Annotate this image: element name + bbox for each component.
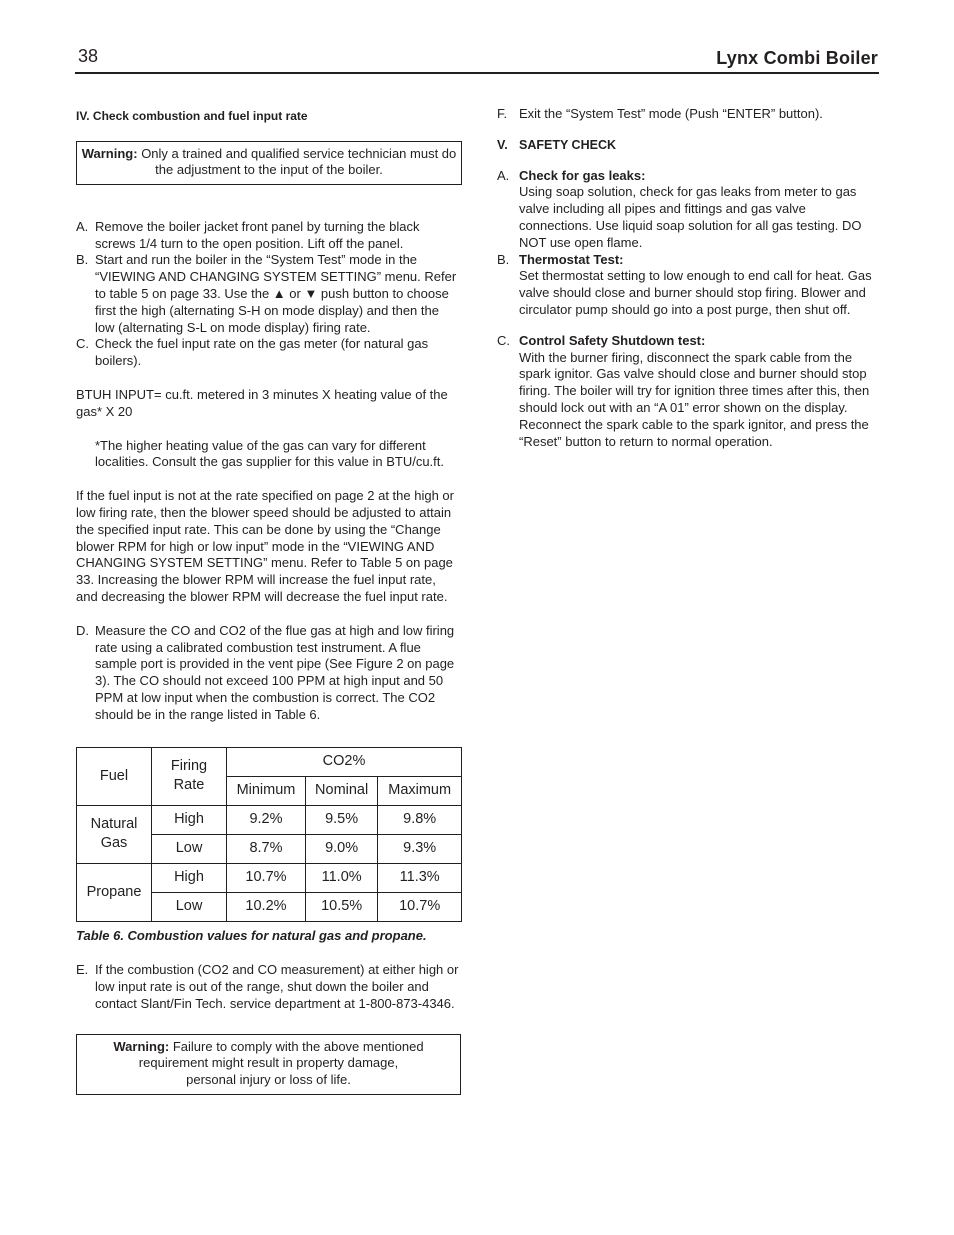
list-letter: C. — [76, 336, 89, 352]
header-firing-rate: Firing Rate — [152, 747, 227, 805]
cell-min: 8.7% — [227, 834, 306, 863]
cell-max: 9.3% — [378, 834, 462, 863]
list-letter: A. — [76, 218, 89, 234]
list-letter: B. — [497, 251, 510, 267]
right-column — [497, 106, 879, 450]
btuh-formula: BTUH INPUT= cu.ft. metered in 3 minutes X heating value of the gas* X 20 — [76, 386, 448, 419]
item-text: With the burner firing, disconnect the spark cable from the spark ignitor. Gas valve should close and burner should stop firing. The boiler will try for ignition three times after this, then should lock out with an “A 01” error shown on the display. Reconnect the spark cable to the spark ignitor, and press the “Reset” button to return to normal operation. — [519, 349, 870, 449]
left-column — [76, 108, 460, 1095]
cell-nom: 9.0% — [305, 834, 377, 863]
cell-nom: 10.5% — [305, 892, 377, 921]
header-co2: CO2% — [227, 747, 462, 776]
list-item-d — [76, 623, 460, 724]
warning-box-top — [76, 141, 462, 185]
list-letter: C. — [497, 332, 510, 348]
fuel-input-paragraph: If the fuel input is not at the rate specified on page 2 at the high or low firing rate, then the blower speed should be adjusted to attain the specified input rate. This can be done by using the “Change blower RPM for high or low input” mode in the “VIEWING AND CHANGING SYSTEM SETTING” menu. Refer to Table 5 on page 33. Increasing the blower RPM will increase the fuel input rate, and decreasing the blower RPM will decrease the fuel input rate. — [76, 488, 454, 604]
cell-min: 9.2% — [227, 805, 306, 834]
cell-rate: High — [152, 863, 227, 892]
list-text: Exit the “System Test” mode (Push “ENTER” button). — [519, 106, 823, 121]
section-heading-iv: IV. Check combustion and fuel input rate — [76, 109, 308, 123]
warning-text: Only a trained and qualified service technician must do the adjustment to the input of the boiler. — [141, 145, 457, 178]
table-row — [77, 863, 462, 892]
list-text: If the combustion (CO2 and CO measurement) at either high or low input rate is out of the range, shut down the boiler and contact Slant/Fin Tech. service department at 1-800-873-4346. — [95, 962, 459, 1011]
item-title: Check for gas leaks: — [519, 167, 646, 183]
cell-max: 11.3% — [378, 863, 462, 892]
section-title: SAFETY CHECK — [519, 137, 617, 152]
fuel-propane: Propane — [77, 863, 152, 921]
cell-rate: High — [152, 805, 227, 834]
document-title: Lynx Combi Boiler — [716, 48, 878, 68]
item-title: Thermostat Test: — [519, 251, 624, 267]
combustion-table — [76, 747, 462, 922]
list-text: Measure the CO and CO2 of the flue gas at high and low firing rate using a calibrated combustion test instrument. A flue sample port is provided in the vent pipe (See Figure 2 on page 3). The CO should not exceed 100 PPM at high input and 50 PPM at low input when the combustion is correct. The CO2 should be in the range listed in Table 6. — [95, 622, 455, 722]
header-minimum: Minimum — [227, 776, 306, 805]
item-text: Set thermostat setting to low enough to end call for heat. Gas valve should close and burner should stop firing. Blower and circulator pump should go into a post purge, then shut off. — [519, 268, 872, 317]
item-title: Control Safety Shutdown test: — [519, 332, 706, 348]
cell-min: 10.2% — [227, 892, 306, 921]
list-text: Remove the boiler jacket front panel by turning the black screws 1/4 turn to the open position. Lift off the panel. — [95, 218, 420, 251]
cell-max: 9.8% — [378, 805, 462, 834]
list-text: Check the fuel input rate on the gas meter (for natural gas boilers). — [95, 336, 429, 369]
item-text: Using soap solution, check for gas leaks from meter to gas valve including all pipes and fittings and gas valve connections. Use liquid soap solution for all gas testing. DO NOT use open flame. — [519, 184, 862, 250]
table-row — [77, 805, 462, 834]
list-letter: D. — [76, 622, 89, 638]
cell-min: 10.7% — [227, 863, 306, 892]
list-item-f — [497, 106, 879, 123]
cell-max: 10.7% — [378, 892, 462, 921]
cell-rate: Low — [152, 892, 227, 921]
warning-label: Warning: — [81, 145, 138, 161]
list-letter: F. — [497, 106, 508, 121]
warning-line: requirement might result in property damage, — [138, 1055, 399, 1071]
list-item-a — [76, 219, 460, 253]
warning-box-bottom — [76, 1034, 461, 1096]
list-text: Start and run the boiler in the “System Test” mode in the “VIEWING AND CHANGING SYSTEM SETTING” menu. Refer to table 5 on page 33. Use the ▲ or ▼ push button to choose first the high (alternating S-H on mode display) and then the low (alternating S-L on mode display) firing rate. — [95, 252, 457, 335]
list-letter: E. — [76, 962, 89, 978]
cell-nom: 11.0% — [305, 863, 377, 892]
section-heading-v — [497, 137, 879, 154]
section-letter: V. — [497, 137, 508, 152]
header-fuel: Fuel — [77, 747, 152, 805]
safety-item-a — [497, 168, 879, 252]
cell-rate: Low — [152, 834, 227, 863]
header-nominal: Nominal — [305, 776, 377, 805]
header-maximum: Maximum — [378, 776, 462, 805]
list-item-c — [76, 336, 460, 370]
header-rule — [75, 72, 879, 74]
warning-line: Failure to comply with the above mentioned — [172, 1038, 424, 1054]
safety-item-c — [497, 333, 879, 451]
fuel-natural-gas: Natural Gas — [77, 805, 152, 863]
list-letter: A. — [497, 167, 510, 183]
page-number: 38 — [78, 46, 99, 66]
warning-line: personal injury or loss of life. — [186, 1071, 351, 1087]
cell-nom: 9.5% — [305, 805, 377, 834]
safety-item-b — [497, 252, 879, 319]
warning-label: Warning: — [113, 1038, 170, 1054]
list-item-b — [76, 252, 460, 336]
footnote: *The higher heating value of the gas can vary for different localities. Consult the gas supplier for this value in BTU/cu.ft. — [95, 437, 444, 470]
table-caption: Table 6. Combustion values for natural gas and propane. — [76, 927, 427, 943]
list-item-e — [76, 962, 460, 1012]
list-letter: B. — [76, 252, 89, 268]
